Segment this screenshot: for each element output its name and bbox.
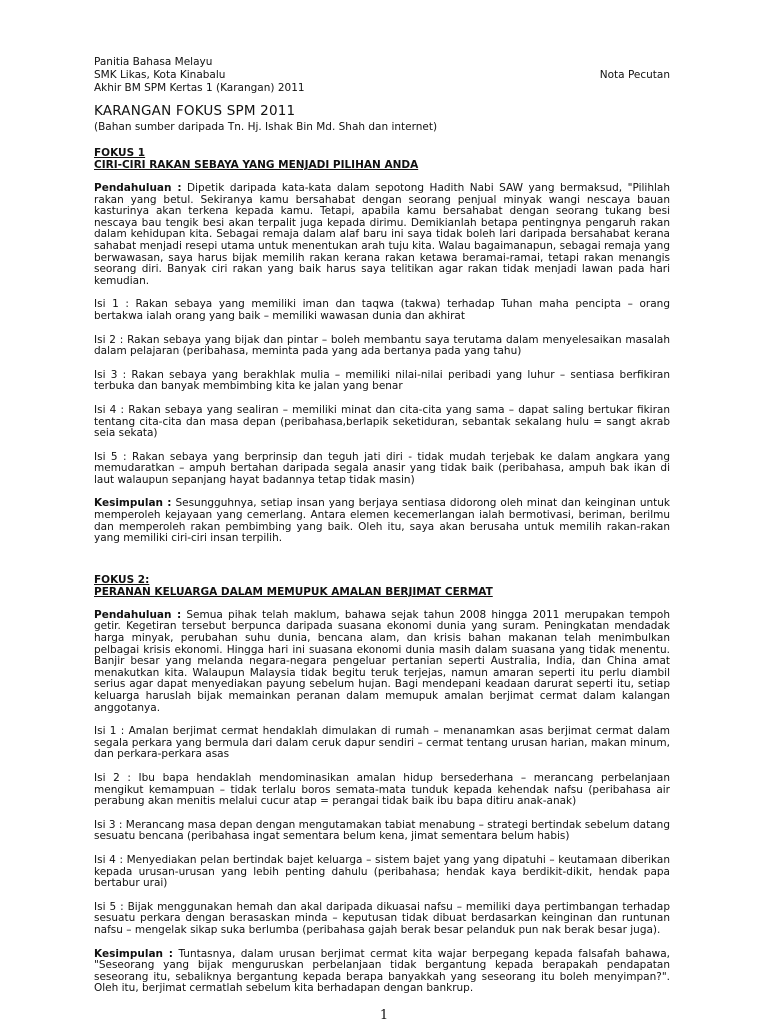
conclusion-label: Kesimpulan : [94,947,174,960]
fokus2-title: PERANAN KELUARGA DALAM MEMUPUK AMALAN BERJIMAT CERMAT [94,585,493,598]
fokus1-isi-3: Isi 3 : Rakan sebaya yang berakhlak mulia – memiliki nilai-nilai peribadi yang luhur – sentiasa berfikiran terbuka dan banyak membimbing kita ke jalan yang benar [94,368,670,393]
introduction-text: Dipetik daripada kata-kata dalam sepotong Hadith Nabi SAW yang bermaksud, "Pilihlah rakan yang betul. Sekiranya kamu bersahabat dengan seorang penjual minyak wangi nescaya bauan kasturinya akan terkena kepada kamu. Tetapi, apabila kamu bersahabat dengan seorang tukang besi nescaya bau tengik besi akan terpalit juga kepada dirimu. Demikianlah betapa pentingnya pengaruh rakan dalam kehidupan kita. Sebagai remaja dalam alaf baru ini saya tidak boleh lari daripada bersahabat kerana sahabat menjadi resepi utama untuk menentukan arah tuju kita. Walau bagaimanapun, sebagai remaja yang berwawasan, saya harus bijak memilih rakan kerana rakan ketawa beramai-ramai, tetapi rakan menangis seorang diri. Banyak ciri rakan yang baik harus saya telitikan agar rakan tidak menjadi lawan pada hari kemudian. [94,182,670,287]
fokus2-isi-2: Isi 2 : Ibu bapa hendaklah mendominasikan amalan hidup bersederhana – merancang perbelanjaan mengikut kemampuan – tidak terlalu boros semata-mata tunduk kepada kehendak nafsu (peribahasa air perabung akan menitis melalui cucur atap = perangai tidak baik ibu bapa ditiru anak-anak) [94,771,670,808]
fokus2-label: FOKUS 2: [94,573,150,586]
fokus2-isi-5: Isi 5 : Bijak menggunakan hemah dan akal daripada dikuasai nafsu – memiliki daya pertimbangan terhadap sesuatu perkara dengan berasaskan minda – keputusan tidak dibuat berdasarkan keinginan dan runtunan nafsu – mengelak sikap suka berlumba (peribahasa gajah berak besar pelanduk pun nak berak besar juga). [94,900,670,936]
page-number: 1 [379,1008,389,1023]
source-note: (Bahan sumber daripada Tn. Hj. Ishak Bin Md. Shah dan internet) [94,121,438,133]
fokus1-label: FOKUS 1 [94,147,146,159]
introduction-label: Pendahuluan : [94,608,182,621]
fokus1-title: CIRI-CIRI RAKAN SEBAYA YANG MENJADI PILIHAN ANDA [94,159,419,171]
fokus2-isi-1: Isi 1 : Amalan berjimat cermat hendaklah dimulakan di rumah – menanamkan asas berjimat cermat dalam segala perkara yang bermula dari dalam ceruk dapur sendiri – cermat tentang urusan harian, makan minum, dan perkara-perkara asas [94,725,670,761]
header-exam: Akhir BM SPM Kertas 1 (Karangan) 2011 [94,82,305,94]
conclusion-text: Sesungguhnya, setiap insan yang berjaya sentiasa didorong oleh minat dan keinginan untuk memperoleh kejayaan yang cemerlang. Antara elemen kecemerlangan ialah bermotivasi, beriman, berilmu dan memperoleh rakan pembimbing yang baik. Oleh itu, saya akan berusaha untuk memilih rakan-rakan yang memiliki ciri-ciri insan terpilih. [94,497,671,545]
header-school-row [94,69,670,82]
header-committee: Panitia Bahasa Melayu [94,56,213,68]
fokus1-isi-4: Isi 4 : Rakan sebaya yang sealiran – memiliki minat dan cita-cita yang sama – dapat saling bertukar fikiran tentang cita-cita dan masa depan (peribahasa,berlapik seketiduran, sebantak sekalang hulu = sangt akrab seia sekata) [94,403,670,440]
introduction-text: Semua pihak telah maklum, bahawa sejak tahun 2008 hingga 2011 merupakan tempoh getir. Kegetiran tersebut berpunca daripada suasana ekonomi dunia yang suram. Peningkatan mendadak harga minyak, perubahan suhu dunia, bencana alam, dan krisis bahan makanan telah menimbulkan pelbagai krisis ekonomi. Hingga hari ini suasana ekonomi dunia masih dalam suasana yang tidak menentu. Banjir besar yang melanda negara-negara pengeluar pertanian seperti Australia, India, dan China amat menakutkan kita. Walaupun Malaysia tidak begitu teruk terjejas, namun amaran seperti itu perlu diambil serius agar dapat menyediakan payung sebelum hujan. Bagi mendepani keadaan darurat seperti itu, setiap keluarga haruslah bijak memainkan peranan dalam memupuk amalan berjimat cermat dalam kalangan anggotanya. [94,608,670,714]
conclusion-label: Kesimpulan : [94,497,172,510]
fokus2-isi-3: Isi 3 : Merancang masa depan dengan mengutamakan tabiat menabung – strategi bertindak sebelum datang sesuatu bencana (peribahasa ingat sementara belum kena, jimat sementara belum habis) [94,818,670,843]
fokus1-isi-1: Isi 1 : Rakan sebaya yang memiliki iman dan taqwa (takwa) terhadap Tuhan maha pencipta – orang bertakwa ialah orang yang baik – memiliki wawasan dunia dan akhirat [94,298,670,322]
header-school: SMK Likas, Kota Kinabalu [94,69,226,81]
fokus1-introduction [94,183,670,287]
document-title: KARANGAN FOKUS SPM 2011 [94,103,296,119]
introduction-label: Pendahuluan : [94,182,182,194]
fokus2-conclusion [94,949,670,995]
document-page [94,56,670,1007]
fokus2-isi-4: Isi 4 : Menyediakan pelan bertindak bajet keluarga – sistem bajet yang yang dipatuhi – keutamaan diberikan kepada urusan-urusan yang lebih penting dahulu (peribahasa; hendak kaya berdikit-dikit, hendak papa bertabur urai) [94,853,670,890]
conclusion-text: Tuntasnya, dalam urusan berjimat cermat kita wajar berpegang kepada falsafah bahawa, "Seseorang yang bijak menguruskan perbelanjaan tidak bergantung kepada berapakah pendapatan seseorang itu, sebaliknya bergantung kepada berapa banyakkah yang seseorang itu boleh menyimpan?". Oleh itu, berjimat cermatlah sebelum kita berhadapan dengan bankrup. [94,947,670,995]
header-nota: Nota Pecutan [599,69,670,81]
fokus2-introduction [94,610,670,714]
fokus1-conclusion [94,498,670,544]
fokus1-isi-5: Isi 5 : Rakan sebaya yang berprinsip dan teguh jati diri - tidak mudah terjebak ke dalam angkara yang memudaratkan – ampuh bertahan daripada segala anasir yang tidak baik (peribahasa, ampuh bak ikan di laut walaupun sepanjang hayat badannya tetap tidak masin) [94,450,670,486]
fokus1-isi-2: Isi 2 : Rakan sebaya yang bijak dan pintar – boleh membantu saya terutama dalam menyelesaikan masalah dalam pelajaran (peribahasa, meminta pada yang ada bertanya pada yang tahu) [94,333,670,358]
